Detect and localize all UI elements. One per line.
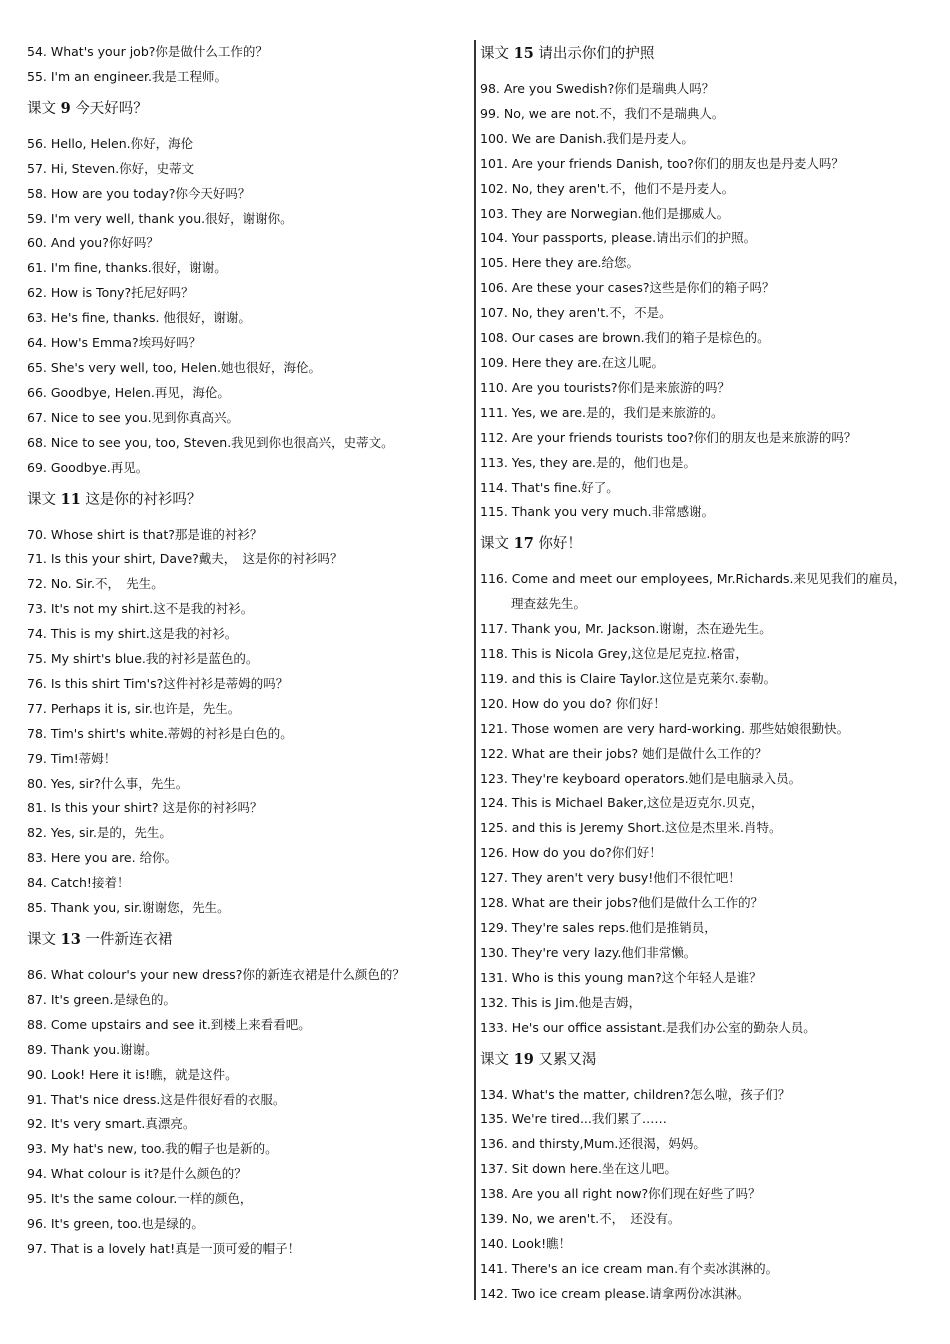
text-line: 132. This is Jim.他是吉姆， xyxy=(480,994,642,1010)
text-line: 80. Yes, sir?什么事，先生。 xyxy=(27,775,189,791)
text-line: 78. Tim's shirt's white.蒂姆的衬衫是白色的。 xyxy=(27,725,293,741)
text-line: 128. What are their jobs?他们是做什么工作的？ xyxy=(480,895,764,911)
text-line: 58. How are you today?你今天好吗？ xyxy=(27,185,251,201)
text-line: 133. He's our office assistant.是我们办公室的勤杂人员。 xyxy=(480,1019,816,1035)
lesson-15-section xyxy=(480,43,930,525)
lesson-title: 请出示你们的护照 xyxy=(538,46,655,62)
text-line: 76. Is this shirt Tim's?这件衬衫是蒂姆的吗？ xyxy=(27,675,289,691)
text-line: 91. That's nice dress.这是件很好看的衣服。 xyxy=(27,1091,286,1107)
text-line: 114. That's fine.好了。 xyxy=(480,479,619,495)
text-line-continuation: 理查兹先生。 xyxy=(511,596,587,612)
text-line: 55. I'm an engineer.我是工程师。 xyxy=(27,68,227,84)
text-line: 74. This is my shirt.这是我的衬衫。 xyxy=(27,626,238,642)
column-divider xyxy=(474,40,476,1300)
text-line: 126. How do you do?你们好！ xyxy=(480,845,662,861)
lesson-prefix: 课文 xyxy=(27,100,56,117)
text-line: 71. Is this your shirt, Dave?戴夫， 这是你的衬衫吗？ xyxy=(27,551,343,567)
lesson-lines xyxy=(480,77,930,525)
text-line: 62. How is Tony?托尼好吗？ xyxy=(27,285,194,301)
text-line: 61. I'm fine, thanks.很好，谢谢。 xyxy=(27,260,227,276)
text-line: 59. I'm very well, thank you.很好，谢谢你。 xyxy=(27,210,293,226)
text-line: 57. Hi, Steven.你好，史蒂文 xyxy=(27,160,195,176)
text-line xyxy=(480,567,930,617)
lesson-number: 19 xyxy=(513,1050,534,1068)
text-line: 106. Are these your cases?这些是你们的箱子吗？ xyxy=(480,280,775,296)
lesson-lines xyxy=(480,1083,930,1307)
text-line: 85. Thank you, sir.谢谢您，先生。 xyxy=(27,900,230,916)
text-line: 141. There's an ice cream man.有个卖冰淇淋的。 xyxy=(480,1260,779,1276)
lesson-heading xyxy=(27,929,467,951)
text-line: 117. Thank you, Mr. Jackson.谢谢，杰在逊先生。 xyxy=(480,621,772,637)
text-line: 113. Yes, they are.是的，他们也是。 xyxy=(480,454,697,470)
lesson-prefix: 课文 xyxy=(27,932,56,948)
text-line: 139. No, we aren't.不， 还没有。 xyxy=(480,1211,681,1227)
right-column xyxy=(480,40,930,1307)
text-line: 129. They're sales reps.他们是推销员， xyxy=(480,920,717,935)
text-line: 120. How do you do? 你们好！ xyxy=(480,695,666,711)
lesson-number: 17 xyxy=(513,535,534,553)
lesson-9-section xyxy=(27,98,467,481)
text-line: 110. Are you tourists?你们是来旅游的吗？ xyxy=(480,379,730,395)
text-line: 140. Look!瞧！ xyxy=(480,1235,572,1251)
text-line: 96. It's green, too.也是绿的。 xyxy=(27,1216,204,1232)
text-line: 77. Perhaps it is, sir.也许是，先生。 xyxy=(27,700,241,716)
lesson-lines xyxy=(27,132,467,481)
text-line: 63. He's fine, thanks. 他很好，谢谢。 xyxy=(27,310,251,326)
text-line: 82. Yes, sir.是的，先生。 xyxy=(27,825,172,841)
lesson-title: 这是你的衬衫吗？ xyxy=(85,491,202,508)
lesson-title: 你好！ xyxy=(538,536,582,553)
text-line: 105. Here they are.给您。 xyxy=(480,255,639,271)
text-line: 137. Sit down here.坐在这儿吧。 xyxy=(480,1161,677,1177)
lesson-13-section xyxy=(27,929,467,1262)
lesson-lines xyxy=(480,617,930,1040)
text-line: 125. and this is Jeremy Short.这位是杰里米.肖特。 xyxy=(480,820,782,836)
text-line: 83. Here you are. 给你。 xyxy=(27,850,178,866)
text-line: 56. Hello, Helen.你好，海伦 xyxy=(27,135,194,151)
text-line: 67. Nice to see you.见到你真高兴。 xyxy=(27,409,240,425)
text-line: 115. Thank you very much.非常感谢。 xyxy=(480,504,715,520)
text-line: 138. Are you all right now?你们现在好些了吗？ xyxy=(480,1186,761,1202)
text-line: 118. This is Nicola Grey,这位是尼克拉.格雷， xyxy=(480,646,748,662)
text-line: 108. Our cases are brown.我们的箱子是棕色的。 xyxy=(480,330,770,346)
lesson-number: 9 xyxy=(60,99,71,117)
text-line: 97. That is a lovely hat!真是一顶可爱的帽子！ xyxy=(27,1240,301,1256)
lesson-number: 13 xyxy=(60,931,81,948)
text-line: 69. Goodbye.再见。 xyxy=(27,459,149,475)
lesson-title: 又累又渴 xyxy=(538,1051,597,1068)
lesson-title: 一件新连衣裙 xyxy=(85,932,173,948)
text-line: 122. What are their jobs? 她们是做什么工作的？ xyxy=(480,745,768,761)
text-line-main: 116. Come and meet our employees, Mr.Richards.来见见我们的雇员， xyxy=(480,571,906,587)
text-line: 70. Whose shirt is that?那是谁的衬衫？ xyxy=(27,526,263,542)
text-line: 87. It's green.是绿色的。 xyxy=(27,991,176,1007)
lesson-17-section xyxy=(480,533,930,1040)
text-line: 121. Those women are very hard-working. 那些姑娘很勤快。 xyxy=(480,720,850,736)
text-line: 142. Two ice cream please.请拿两份冰淇淋。 xyxy=(480,1285,750,1301)
text-line: 95. It's the same colour.一样的颜色， xyxy=(27,1191,253,1207)
lesson-heading xyxy=(480,1049,930,1071)
text-line: 135. We're tired...我们累了…… xyxy=(480,1111,667,1127)
lesson-lines xyxy=(27,963,467,1262)
text-line: 92. It's very smart.真漂亮。 xyxy=(27,1116,196,1132)
text-line: 89. Thank you.谢谢。 xyxy=(27,1041,158,1057)
text-line: 93. My hat's new, too.我的帽子也是新的。 xyxy=(27,1141,278,1157)
lesson-heading xyxy=(27,489,467,511)
top-lines xyxy=(27,40,467,90)
lesson-title: 今天好吗？ xyxy=(75,100,148,117)
lesson-heading xyxy=(480,43,930,65)
text-line: 79. Tim!蒂姆！ xyxy=(27,750,117,766)
lesson-heading xyxy=(480,533,930,555)
text-line: 68. Nice to see you, too, Steven.我见到你也很高兴，史蒂文。 xyxy=(27,434,394,450)
text-line: 119. and this is Claire Taylor.这位是克莱尔.泰勒。 xyxy=(480,670,777,686)
text-line: 123. They're keyboard operators.她们是电脑录入员。 xyxy=(480,770,802,786)
text-line: 81. Is this your shirt? 这是你的衬衫吗？ xyxy=(27,800,263,816)
lesson-prefix: 课文 xyxy=(480,1051,509,1068)
text-line: 111. Yes, we are.是的，我们是来旅游的。 xyxy=(480,404,724,420)
text-line: 127. They aren't very busy!他们不很忙吧！ xyxy=(480,870,741,886)
text-line: 65. She's very well, too, Helen.她也很好，海伦。 xyxy=(27,359,322,375)
text-line: 54. What's your job?你是做什么工作的？ xyxy=(27,44,268,59)
text-line: 88. Come upstairs and see it.到楼上来看看吧。 xyxy=(27,1016,311,1032)
text-line: 75. My shirt's blue.我的衬衫是蓝色的。 xyxy=(27,651,259,667)
lesson-prefix: 课文 xyxy=(27,491,56,508)
text-line: 98. Are you Swedish?你们是瑞典人吗？ xyxy=(480,81,715,96)
lesson-heading xyxy=(27,98,467,120)
text-line: 90. Look! Here it is!瞧，就是这件。 xyxy=(27,1066,238,1082)
text-line: 64. How's Emma?埃玛好吗？ xyxy=(27,335,202,351)
text-line: 72. No. Sir.不， 先生。 xyxy=(27,576,164,592)
text-line: 134. What's the matter, children?怎么啦，孩子们？ xyxy=(480,1086,791,1102)
text-line: 104. Your passports, please.请出示们的护照。 xyxy=(480,230,757,246)
text-line: 84. Catch!接着！ xyxy=(27,875,130,891)
text-line: 73. It's not my shirt.这不是我的衬衫。 xyxy=(27,601,254,617)
text-line: 86. What colour's your new dress?你的新连衣裙是什么颜色的？ xyxy=(27,967,405,982)
lesson-number: 11 xyxy=(60,490,81,508)
text-line: 136. and thirsty,Mum.还很渴，妈妈。 xyxy=(480,1136,706,1152)
text-line: 131. Who is this young man?这个年轻人是谁？ xyxy=(480,969,762,985)
text-line: 124. This is Michael Baker,这位是迈克尔.贝克， xyxy=(480,795,764,811)
text-line: 99. No, we are not.不，我们不是瑞典人。 xyxy=(480,105,725,121)
text-line: 107. No, they aren't.不，不是。 xyxy=(480,305,672,321)
lesson-lines xyxy=(27,523,467,922)
text-line: 94. What colour is it?是什么颜色的？ xyxy=(27,1166,247,1182)
lesson-11-section xyxy=(27,489,467,922)
text-line: 100. We are Danish.我们是丹麦人。 xyxy=(480,130,694,146)
lesson-prefix: 课文 xyxy=(480,536,509,553)
text-line: 66. Goodbye, Helen.再见，海伦。 xyxy=(27,384,230,400)
text-line: 102. No, they aren't.不，他们不是丹麦人。 xyxy=(480,180,735,196)
lesson-number: 15 xyxy=(513,45,534,62)
text-line: 60. And you?你好吗？ xyxy=(27,235,159,251)
text-line: 101. Are your friends Danish, too?你们的朋友也是丹麦人吗？ xyxy=(480,155,844,171)
text-line: 130. They're very lazy.他们非常懒。 xyxy=(480,944,697,960)
text-line: 109. Here they are.在这儿呢。 xyxy=(480,354,664,370)
lesson-19-section xyxy=(480,1049,930,1307)
left-column xyxy=(27,40,467,1262)
text-line: 103. They are Norwegian.他们是挪威人。 xyxy=(480,205,730,221)
lesson-prefix: 课文 xyxy=(480,46,509,62)
text-line: 112. Are your friends tourists too?你们的朋友也是来旅游的吗？ xyxy=(480,429,857,445)
